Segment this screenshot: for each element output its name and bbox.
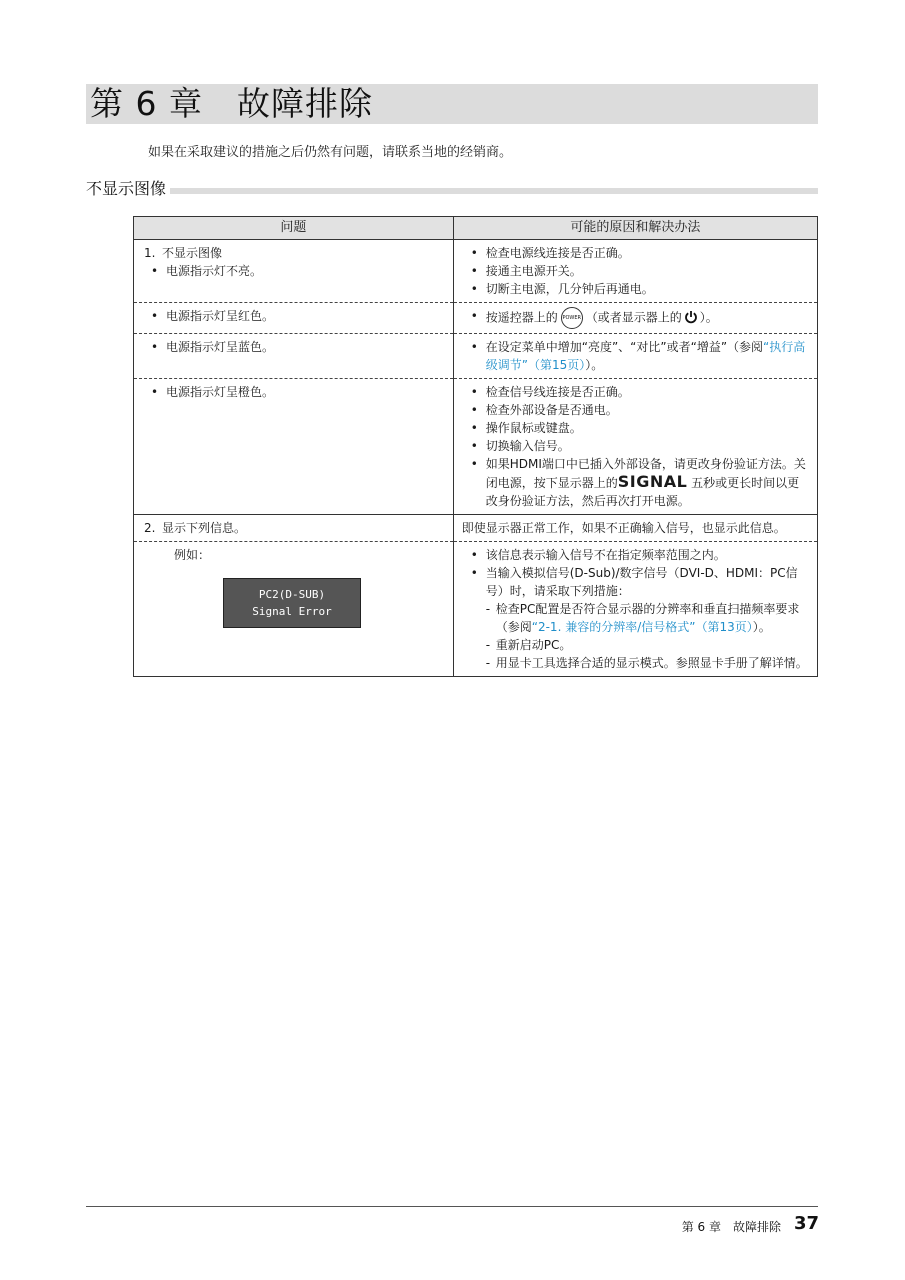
- solution-item: • 操作鼠标或键盘。: [462, 419, 811, 437]
- problem-cell: [134, 379, 454, 515]
- problem-bullet: • 电源指示灯呈蓝色。: [142, 338, 447, 356]
- problem-title: 不显示图像: [162, 246, 223, 260]
- power-button-icon: POWER: [561, 307, 583, 329]
- problem-number: 2.: [144, 521, 156, 535]
- intro-text: 如果在采取建议的措施之后仍然有问题，请联系当地的经销商。: [148, 145, 513, 160]
- header-problem: 问题: [134, 217, 454, 240]
- solution-item: [462, 338, 811, 374]
- table-row: [134, 240, 818, 303]
- resolution-format-link[interactable]: “2-1. 兼容的分辨率/信号格式”（第13页）: [531, 620, 753, 634]
- solution-cell: [453, 379, 817, 515]
- solution-item: • 切断主电源，几分钟后再通电。: [462, 280, 811, 298]
- solution-cell: [453, 542, 817, 677]
- signal-button-label: SIGNAL: [617, 472, 688, 491]
- footer-divider: [86, 1206, 818, 1207]
- solution-cell: [453, 334, 817, 379]
- solution-suffix: ）。: [699, 310, 718, 325]
- problem-cell: [134, 542, 454, 677]
- table-row: [134, 379, 818, 515]
- chapter-title: 第 6 章 故障排除: [90, 84, 373, 123]
- problem-cell: [134, 515, 454, 542]
- problem-number: 1.: [144, 246, 156, 260]
- solution-cell: [453, 515, 817, 542]
- hdmi-suffix: 五秒或更长时间以更改身份验证方法，然后再次打开电源。: [485, 476, 800, 508]
- problem-bullet: • 电源指示灯呈橙色。: [142, 383, 447, 401]
- solution-item: [462, 455, 811, 510]
- solution-item: • 当输入模拟信号(D-Sub)/数字信号（DVI-D、HDMI：PC信号）时，请采取下列措施：: [462, 564, 811, 600]
- hdmi-prefix: 如果HDMI端口中已插入外部设备，请更改身份验证方法。关闭电源，按下显示器上的: [485, 457, 806, 490]
- example-label: 例如：: [174, 548, 211, 562]
- solution-item: • 检查信号线连接是否正确。: [462, 383, 811, 401]
- screen-line-1: PC2(D-SUB): [258, 588, 326, 601]
- problem-heading: [142, 519, 447, 537]
- solution-item: • 该信息表示输入信号不在指定频率范围之内。: [462, 546, 811, 564]
- troubleshooting-table: [133, 216, 818, 677]
- problem-cell: [134, 303, 454, 334]
- table-row: [134, 334, 818, 379]
- table-row: [134, 542, 818, 677]
- sub-item: - 用显卡工具选择合适的显示模式。参照显卡手册了解详情。: [462, 654, 811, 672]
- advanced-adjustment-link[interactable]: “执行高级调节”（第15页）: [485, 340, 806, 372]
- solution-text: 即使显示器正常工作，如果不正确输入信号，也显示此信息。: [461, 521, 786, 535]
- sub-item-suffix: ）。: [752, 620, 771, 634]
- problem-bullet: • 电源指示灯不亮。: [142, 262, 447, 280]
- header-solution: 可能的原因和解决办法: [453, 217, 817, 240]
- solution-cell: [453, 240, 817, 303]
- table-header-row: [134, 217, 818, 240]
- sub-item: [462, 600, 811, 636]
- problem-cell: [134, 334, 454, 379]
- footer-chapter-label: 第 6 章 故障排除: [681, 1220, 781, 1234]
- sub-item-text: 检查PC配置是否符合显示器的分辨率和垂直扫描频率要求（参阅: [495, 602, 800, 634]
- section-underline: [86, 188, 818, 194]
- solution-item: • 检查外部设备是否通电。: [462, 401, 811, 419]
- standby-power-icon: [684, 310, 698, 324]
- problem-heading: [142, 244, 447, 262]
- signal-error-screen: [223, 578, 361, 628]
- solution-middle: （或者显示器上的: [585, 310, 682, 325]
- page-number: 37: [794, 1213, 820, 1234]
- problem-cell: [134, 240, 454, 303]
- solution-item: [462, 307, 811, 329]
- solution-item: • 切换输入信号。: [462, 437, 811, 455]
- solution-item: • 检查电源线连接是否正确。: [462, 244, 811, 262]
- solution-prefix: 按遥控器上的: [485, 310, 558, 325]
- problem-bullet: • 电源指示灯呈红色。: [142, 307, 447, 325]
- solution-suffix: ）。: [585, 358, 604, 372]
- screen-line-2: Signal Error: [252, 605, 332, 618]
- solution-item: • 接通主电源开关。: [462, 262, 811, 280]
- table-row: [134, 515, 818, 542]
- solution-text: 在设定菜单中增加“亮度”、“对比”或者“增益”（参阅: [485, 340, 764, 354]
- sub-item: - 重新启动PC。: [462, 636, 811, 654]
- table-row: [134, 303, 818, 334]
- problem-title: 显示下列信息。: [162, 521, 247, 535]
- solution-cell: [453, 303, 817, 334]
- section-title: 不显示图像: [86, 176, 170, 199]
